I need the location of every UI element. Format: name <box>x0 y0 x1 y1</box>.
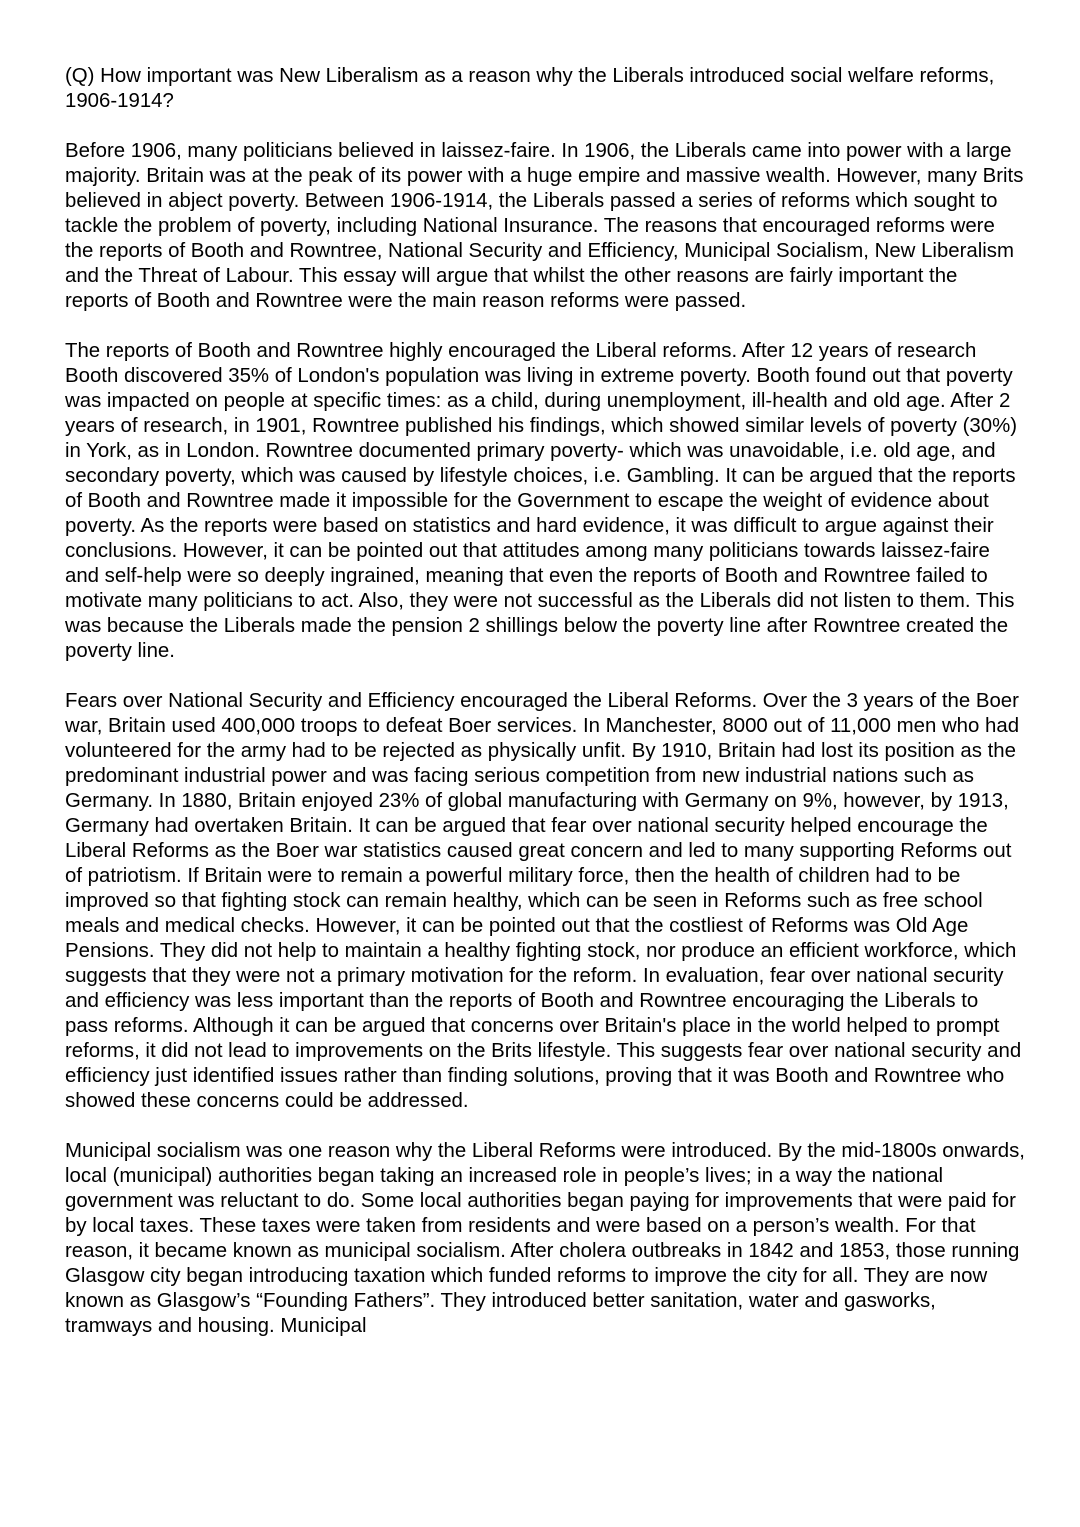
paragraph-national-security: Fears over National Security and Efficiency encouraged the Liberal Reforms. Over the 3 years of the Boer war, Britain used 400,000 troops to defeat Boer services. In Manchester, 8000 out of 11,000 men who had volunteered for the army had to be rejected as physically unfit. By 1910, Britain had lost its position as the predominant industrial power and was facing serious competition from new industrial nations such as Germany. In 1880, Britain enjoyed 23% of global manufacturing with Germany on 9%, however, by 1913, Germany had overtaken Britain. It can be argued that fear over national security helped encourage the Liberal Reforms as the Boer war statistics caused great concern and led to many supporting Reforms out of patriotism. If Britain were to remain a powerful military force, then the health of children had to be improved so that fighting stock can remain healthy, which can be seen in Reforms such as free school meals and medical checks. However, it can be pointed out that the costliest of Reforms was Old Age Pensions. They did not help to maintain a healthy fighting stock, nor produce an efficient workforce, which suggests that they were not a primary motivation for the reform. In evaluation, fear over national security and efficiency was less important than the reports of Booth and Rowntree encouraging the Liberals to pass reforms. Although it can be argued that concerns over Britain's place in the world helped to prompt reforms, it did not lead to improvements on the Brits lifestyle. This suggests fear over national security and efficiency just identified issues rather than finding solutions, proving that it was Booth and Rowntree who showed these concerns could be addressed. <box>65 690 1022 1112</box>
essay-question: (Q) How important was New Liberalism as a reason why the Liberals introduced social welfare reforms, 1906-1914? <box>65 65 995 112</box>
paragraph-municipal-socialism: Municipal socialism was one reason why the Liberal Reforms were introduced. By the mid-1800s onwards, local (municipal) authorities began taking an increased role in people’s lives; in a way the national government was reluctant to do. Some local authorities began paying for improvements that were paid for by local taxes. These taxes were taken from residents and were based on a person’s wealth. For that reason, it became known as municipal socialism. After cholera outbreaks in 1842 and 1853, those running Glasgow city began introducing taxation which funded reforms to improve the city for all. They are now known as Glasgow’s “Founding Fathers”. They introduced better sanitation, water and gasworks, tramways and housing. Municipal <box>65 1140 1025 1337</box>
paragraph-introduction: Before 1906, many politicians believed in laissez-faire. In 1906, the Liberals came into power with a large majority. Britain was at the peak of its power with a huge empire and massive wealth. However, many Brits believed in abject poverty. Between 1906-1914, the Liberals passed a series of reforms which sought to tackle the problem of poverty, including National Insurance. The reasons that encouraged reforms were the reports of Booth and Rowntree, National Security and Efficiency, Municipal Socialism, New Liberalism and the Threat of Labour. This essay will argue that whilst the other reasons are fairly important the reports of Booth and Rowntree were the main reason reforms were passed. <box>65 140 1024 312</box>
document-page <box>65 64 1025 1364</box>
paragraph-booth-rowntree: The reports of Booth and Rowntree highly encouraged the Liberal reforms. After 12 years of research Booth discovered 35% of London's population was living in extreme poverty. Booth found out that poverty was impacted on people at specific times: as a child, during unemployment, ill-health and old age. After 2 years of research, in 1901, Rowntree published his findings, which showed similar levels of poverty (30%) in York, as in London. Rowntree documented primary poverty- which was unavoidable, i.e. old age, and secondary poverty, which was caused by lifestyle choices, i.e. Gambling. It can be argued that the reports of Booth and Rowntree made it impossible for the Government to escape the weight of evidence about poverty. As the reports were based on statistics and hard evidence, it was difficult to argue against their conclusions. However, it can be pointed out that attitudes among many politicians towards laissez-faire and self-help were so deeply ingrained, meaning that even the reports of Booth and Rowntree failed to motivate many politicians to act. Also, they were not successful as the Liberals did not listen to them. This was because the Liberals made the pension 2 shillings below the poverty line after Rowntree created the poverty line. <box>65 340 1018 662</box>
